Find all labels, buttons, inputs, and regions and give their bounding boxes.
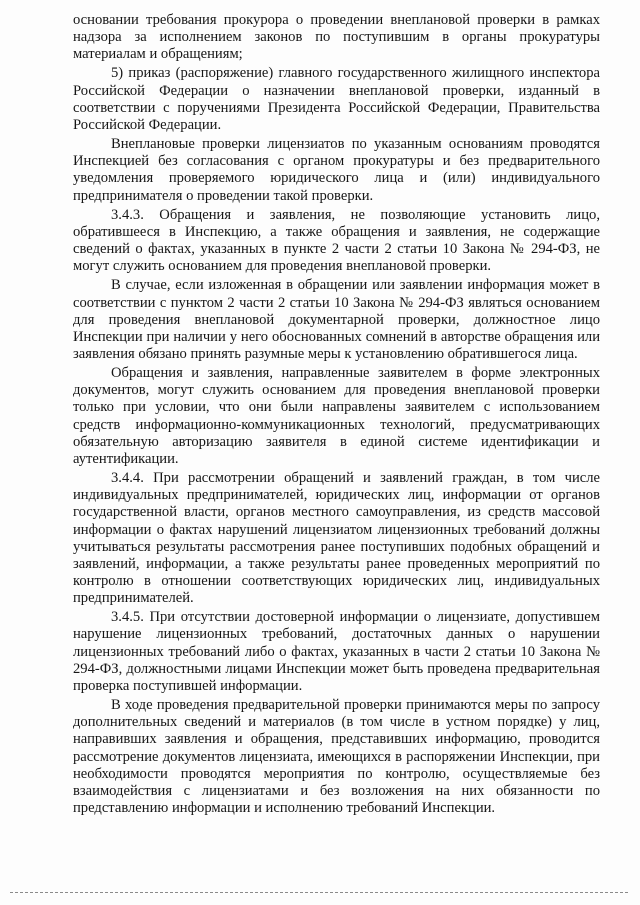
paragraph-continuation: основании требования прокурора о проведении внеплановой проверки в рамках надзора за исполнением законов по поступившим в органы прокуратуры материалам и обращениям; bbox=[73, 12, 600, 63]
paragraph-3-4-3: 3.4.3. Обращения и заявления, не позволяющие установить лицо, обратившееся в Инспекцию, а также обращения и заявления, не содержащие сведений о фактах, указанных в пункте 2 части 2 статьи 10 Закона № 294-ФЗ, не могут служить основанием для проведения внеплановой проверки. bbox=[73, 206, 600, 275]
paragraph-unscheduled-inspections: Внеплановые проверки лицензиатов по указанным основаниям проводятся Инспекцией без согласования с органом прокуратуры и без предварительного уведомления проверяемого юридического лица и (или) индивидуального предпринимателя о проведении такой проверки. bbox=[73, 136, 600, 204]
document-body bbox=[73, 12, 600, 819]
paragraph-3-4-4: 3.4.4. При рассмотрении обращений и заявлений граждан, в том числе индивидуальных предпринимателей, юридических лиц, информации от органов государственной власти, органов местного самоуправления, из средств массовой информации о фактах нарушений лицензиатом лицензионных требований должны учитываться результаты рассмотрения ранее поступивших подобных обращений и заявлений, информации, а также результаты ранее проведенных мероприятий по контролю в отношении соответствующих юридических лиц, индивидуальных предпринимателей. bbox=[73, 470, 600, 607]
paragraph-electronic-documents: Обращения и заявления, направленные заявителем в форме электронных документов, могут служить основанием для проведения внеплановой проверки только при условии, что они были направлены заявителем с использованием средств информационно-коммуникационных технологий, предусматривающих обязательную авторизацию заявителя в единой системе идентификации и аутентификации. bbox=[73, 365, 600, 467]
paragraph-3-4-5: 3.4.5. При отсутствии достоверной информации о лицензиате, допустившем нарушение лицензионных требований, достаточных данных о нарушении лицензионных требований либо о фактах, указанных в части 2 статьи 10 Закона № 294-ФЗ, должностными лицами Инспекции может быть проведена предварительная проверка поступившей информации. bbox=[73, 609, 600, 694]
paragraph-preliminary-check: В ходе проведения предварительной проверки принимаются меры по запросу дополнительных сведений и материалов (в том числе в устном порядке) у лиц, направивших заявления и обращения, представивших информацию, проводится рассмотрение документов лицензиата, имеющихся в распоряжении Инспекции, при необходимости проводятся мероприятия по контролю, осуществляемые без взаимодействия с лицензиатами и без возложения на них обязанности по представлению информации и исполнению требований Инспекции. bbox=[73, 697, 600, 817]
paragraph-doubtful-authorship: В случае, если изложенная в обращении или заявлении информация может в соответствии с пунктом 2 части 2 статьи 10 Закона № 294-ФЗ являться основанием для проведения внеплановой документарной проверки, должностное лицо Инспекции при наличии у него обоснованных сомнений в авторстве обращения или заявления обязано принять разумные меры к установлению обратившегося лица. bbox=[73, 277, 600, 362]
paragraph-item-5: 5) приказ (распоряжение) главного государственного жилищного инспектора Российской Федерации о назначении внеплановой проверки, изданный в соответствии с поручениями Президента Российской Федерации, Правительства Российской Федерации. bbox=[73, 65, 600, 133]
page-bottom-divider bbox=[10, 892, 628, 893]
